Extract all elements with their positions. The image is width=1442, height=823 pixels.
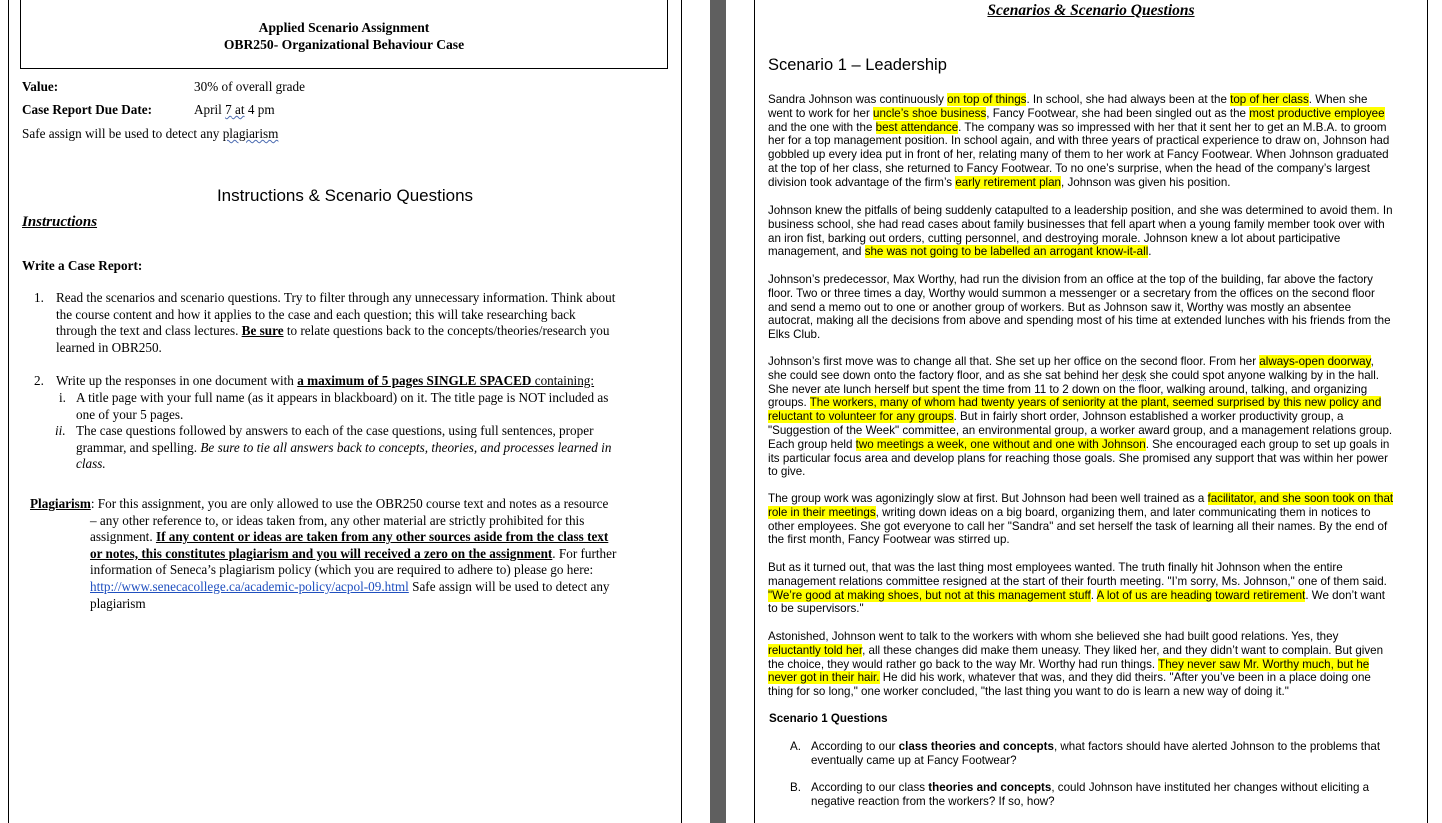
scenario-paragraph-2 (768, 204, 1424, 259)
page-gutter (682, 0, 710, 823)
paragraph-line: floor. Two or three times a day, Worthy would summon a messenger or a secretary from the offices on the second floor (768, 286, 1375, 300)
instructions-heading: Instructions (22, 214, 98, 230)
paragraph-line: Each group held two meetings a week, one without and one with Johnson. She encouraged each group to set up goals in (768, 437, 1390, 451)
safe-assign-note: Safe assign will be used to detect any plagiarism (22, 126, 279, 141)
document-page-left (8, 0, 682, 823)
due-date-text: April 7 at 4 pm (194, 102, 275, 117)
scenario-paragraph-6 (768, 561, 1424, 616)
paragraph-line: The group work was agonizingly slow at first. But Johnson had been well trained as a facilitator, and she soon took on that (768, 492, 1394, 505)
paragraph-line: Astonished, Johnson went to talk to the workers with whom she believed she had built good relations. Yes, they (768, 630, 1339, 643)
paragraph-line: Sandra Johnson was continuously on top of things. In school, she had always been at the top of her class. When she (768, 93, 1368, 106)
highlighted-text: reluctant to volunteer for any groups (768, 410, 954, 424)
paragraph-line: its particular focus area and develop plans for reaching those goals. She promised any support that was within her power (768, 451, 1388, 465)
question-letter: A. (790, 740, 801, 753)
highlighted-text: on top of things (947, 93, 1027, 106)
highlighted-text: two meetings a week, one without and one with Johnson (855, 437, 1146, 451)
plagiarism-paragraph: Plagiarism: For this assignment, you are only allowed to use the OBR250 course text and notes as a resource – any other reference to, or ideas taken from, any other material are strictly prohibited for this assignment. If any content or ideas are taken from any other sources aside from the class text or notes, this constitutes plagiarism and you will received a zero on the assignment. For further information of Seneca’s plagiarism policy (which you are required to adhere to) please go here: http://www.senecacollege.ca/academic-policy/acpol-09.html Safe assign will be used to detect any plagiarism (30, 496, 617, 611)
questions-heading: Scenario 1 Questions (769, 712, 888, 725)
paragraph-line: Johnson knew the pitfalls of being suddenly catapulted to a leadership position, and she was determined to avoid them. In (768, 204, 1393, 217)
paragraph-line: went to work for her uncle’s shoe business, Fancy Footwear, she had been singled out as the most productive employee (768, 106, 1385, 120)
policy-link[interactable]: http://www.senecacollege.ca/academic-policy/acpol-09.html (90, 578, 409, 594)
paragraph-line: reluctant to volunteer for any groups. But in fairly short order, Johnson established a worker productivity group, a (768, 410, 1344, 424)
scenario-paragraph-3 (768, 273, 1424, 342)
highlighted-text: reluctantly told her (768, 643, 863, 657)
highlighted-text: best attendance (875, 120, 959, 134)
paragraph-line: never got in their hair. He did his work, whatever that was, and they did theirs. "After you’ve been in a place doing one (768, 671, 1371, 685)
paragraph-line: business school, she had read cases about family businesses that fell apart when a young family member took over with (768, 217, 1385, 231)
paragraph-line: other employees. She got everyone to call her "Sandra" and set herself the task of learning all their names. By the end of (768, 519, 1388, 533)
value-text: 30% of overall grade (194, 79, 305, 94)
assignment-title-box (20, 0, 668, 69)
write-case-report-heading: Write a Case Report: (22, 258, 143, 273)
highlighted-text: most productive employee (1249, 106, 1385, 120)
paragraph-line: division took advantage of the firm’s early retirement plan, Johnson was given his position. (768, 175, 1231, 189)
page-title: Scenarios & Scenario Questions (987, 2, 1195, 19)
paragraph-line: But as it turned out, that was the last thing most employees wanted. The truth finally hit Johnson when the entire (768, 561, 1343, 574)
highlighted-text: never got in their hair. (768, 671, 880, 685)
scenario-paragraph-1 (768, 93, 1424, 190)
question-b: According to our class theories and concepts, could Johnson have instituted her changes without eliciting a negative reaction from the workers? If so, how? (811, 781, 1370, 808)
scenario-paragraph-7 (768, 630, 1424, 699)
paragraph-line: She never ate lunch herself but spent the time from 11 to 2 down on the floor, walking around, talking, and organizing (768, 382, 1368, 396)
list-item-2: Write up the responses in one document with a maximum of 5 pages SINGLE SPACED containing: (56, 373, 595, 388)
paragraph-line: Elks Club. (768, 328, 821, 342)
plagiarism-label: Plagiarism (30, 496, 91, 511)
paragraph-line: reluctantly told her, all these changes did make them uneasy. They liked her, and they didn’t want to complain. But given (768, 643, 1384, 657)
scenario-paragraph-4 (768, 355, 1424, 479)
value-label: Value: (22, 79, 59, 94)
document-page-right (754, 0, 1428, 823)
paragraph-line: an iron fist, barking out orders, cutting personnel, and destroying morale. Johnson knew a lot about participative (768, 231, 1341, 245)
paragraph-line: "We’re good at making shoes, but not at this management stuff. A lot of us are heading toward retirement. We don’t want (768, 588, 1386, 602)
paragraph-line: the first month, Fancy Footwear was stirred up. (768, 533, 1010, 547)
highlighted-text: early retirement plan (955, 175, 1062, 189)
sublist-item-ii: The case questions followed by answers to each of the case questions, using full sentences, proper grammar, and spelling. Be sure to tie all answers back to concepts, theories, and processes learned in class. (76, 423, 612, 472)
highlighted-text: "We’re good at making shoes, but not at this management stuff (768, 588, 1091, 602)
scenario-paragraph-5 (768, 492, 1428, 547)
list-item-1: Read the scenarios and scenario questions. Try to filter through any unnecessary information. Think about the course content and how it applies to the case and each question; this will take researching back through the text and class lectures. Be sure to relate questions back to the concepts/theories/research you learned in OBR250. (56, 290, 616, 355)
list-item-number: 2. (34, 373, 44, 388)
assignment-title: Applied Scenario Assignment (258, 20, 430, 35)
paragraph-line: management relations committee resigned at the start of their fourth meeting. "I’m sorry, Ms. Johnson," one of them said. (768, 574, 1387, 588)
paragraph-line: groups. The workers, many of whom had twenty years of seniority at the plant, seemed surprised by this new policy and (768, 396, 1382, 410)
paragraph-line: Johnson’s predecessor, Max Worthy, had run the division from an office at the top of the building, far above the factory (768, 273, 1373, 286)
paragraph-line: to be supervisors." (768, 602, 864, 616)
list-item-number: 1. (34, 290, 44, 305)
paragraph-line: autocrat, making all the decisions from above and spending most of his time at extended lunches with his friends from the (768, 314, 1391, 328)
paragraph-line: her for a top management position. In school again, and with three years of practical experience to draw on, Johnson had (768, 134, 1390, 148)
paragraph-line: gobbled up every idea put in front of her, relating many of them to her work at Fancy Footwear. When Johnson graduated (768, 148, 1389, 162)
sublist-number: ii. (55, 423, 66, 438)
paragraph-line: the choice, they would rather go back to the way Mr. Worthy had run things. They never saw Mr. Worthy much, but he (768, 657, 1370, 671)
paragraph-line: at the top of her class, she returned to Fancy Footwear. To no one’s surprise, when the head of the company’s largest (768, 161, 1370, 175)
highlighted-text: top of her class (1230, 93, 1309, 106)
sublist-number: i. (59, 390, 66, 405)
highlighted-text: They never saw Mr. Worthy much, but he (1158, 657, 1370, 671)
page-separator (710, 0, 726, 823)
paragraph-line: role in their meetings, writing down ideas on a big board, organizing them, and later communicating them in notices to (768, 505, 1371, 519)
question-a: According to our class theories and concepts, what factors should have alerted Johnson to the problems that eventually came up at Fancy Footwear? (811, 740, 1381, 767)
highlighted-text: facilitator, and she soon took on that (1207, 492, 1394, 505)
scenario-heading: Scenario 1 – Leadership (768, 56, 947, 74)
paragraph-line: and send a memo out to one or another group of workers. But as Johnson saw it, Worthy was mostly an absentee (768, 300, 1352, 314)
paragraph-line: she could see down onto the factory floor, and as she sat behind her desk she could spot anyone walking by in the hall. (768, 368, 1380, 382)
highlighted-text: role in their meetings (768, 505, 876, 519)
question-letter: B. (790, 781, 801, 794)
paragraph-line: Johnson’s first move was to change all that. She set up her office on the second floor. From her always-open doorway, (768, 355, 1374, 368)
highlighted-text: uncle’s shoe business (873, 106, 987, 120)
paragraph-line: thing for so long," one worker concluded, "the last thing you want to do is learn a new way of doing it." (768, 685, 1289, 699)
highlighted-text: A lot of us are heading toward retirement (1096, 588, 1306, 602)
section-title: Instructions & Scenario Questions (216, 186, 474, 205)
due-date-label: Case Report Due Date: (22, 102, 153, 117)
paragraph-line: management, and she was not going to be labelled an arrogant know-it-all. (768, 245, 1152, 259)
highlighted-text: The workers, many of whom had twenty years of seniority at the plant, seemed surprised by this new policy and (809, 396, 1382, 410)
course-title: OBR250- Organizational Behaviour Case (223, 37, 465, 52)
paragraph-line: "Suggestion of the Week" committee, an environmental group, a worker award group, and a management relations group. (768, 423, 1393, 437)
paragraph-line: and the one with the best attendance. The company was so impressed with her that it sent her to get an M.B.A. to groom (768, 120, 1387, 134)
highlighted-text: always-open doorway (1259, 355, 1371, 368)
highlighted-text: she was not going to be labelled an arrogant know-it-all (864, 245, 1149, 259)
sublist-item-i: A title page with your full name (as it appears in blackboard) on it. The title page is NOT included as one of your 5 pages. (76, 390, 609, 422)
paragraph-line: to give. (768, 465, 806, 479)
